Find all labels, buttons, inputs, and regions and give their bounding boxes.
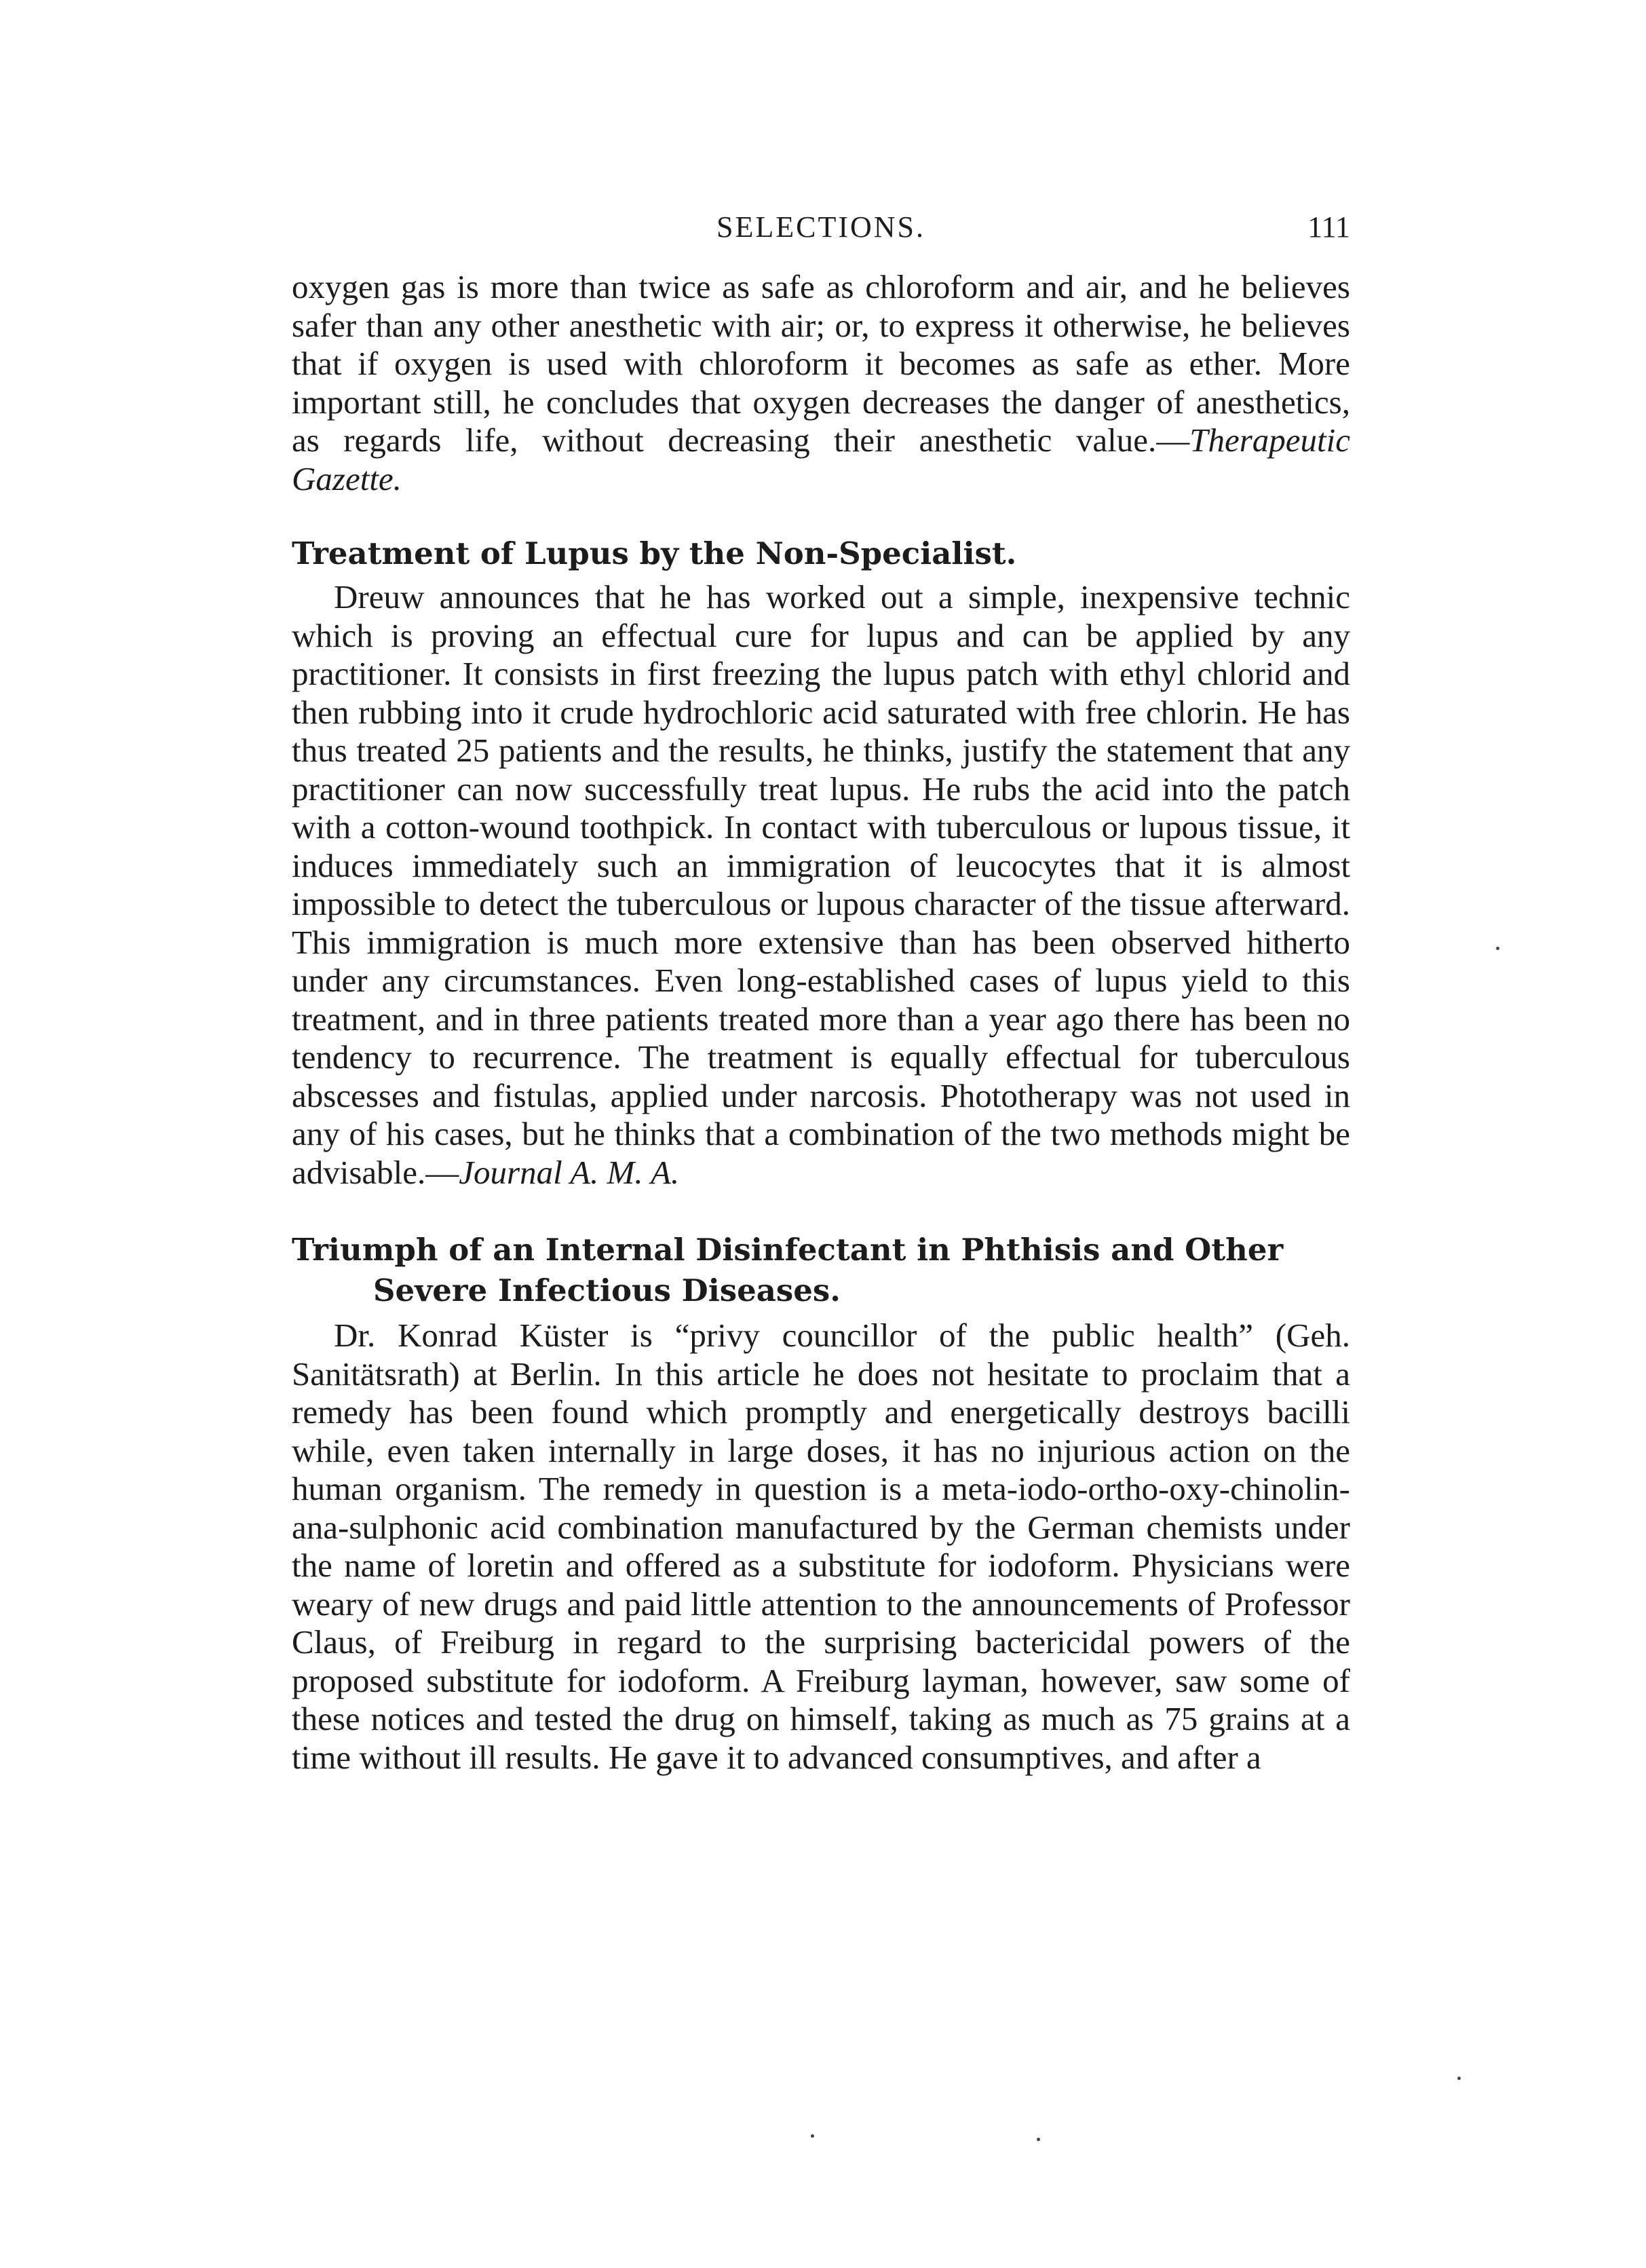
text-column (292, 268, 1350, 1777)
continuation-paragraph (292, 268, 1350, 498)
page-number: 111 (1307, 210, 1350, 244)
print-speck (1457, 2077, 1461, 2080)
print-speck (1037, 2138, 1040, 2141)
triumph-text: Dr. Konrad Küster is “privy councillor of the public health” (Geh. Sanitätsrath) at Berlin. In this article he does not hesitate to proclaim that a remedy has been found which promptly and energetically destroys bacilli while, even taken internally in large doses, it has no injurious action on the human organism. The remedy in question is a meta-iodo-ortho-oxy-chinolin-ana-sulphonic acid combination manufactured by the German chemists under the name of loretin and offered as a substitute for iodoform. Physicians were weary of new drugs and paid little attention to the announcements of Professor Claus, of Freiburg in regard to the surprising bactericidal powers of the proposed substitute for iodoform. A Freiburg layman, however, saw some of these notices and tested the drug on himself, taking as much as 75 grains at a time without ill results. He gave it to advanced consumptives, and after a (292, 1317, 1350, 1776)
lupus-text: Dreuw announces that he has worked out a simple, inexpensive technic which is proving an effectual cure for lupus and can be applied by any practitioner. It consists in first freezing the lupus patch with ethyl chlorid and then rubbing into it crude hydrochloric acid saturated with free chlorin. He has thus treated 25 patients and the results, he thinks, justify the statement that any practitioner can now successfully treat lupus. He rubs the acid into the patch with a cotton-wound toothpick. In contact with tuberculous or lupous tissue, it induces immediately such an immigration of leucocytes that it is almost impossible to detect the tuberculous or lupous character of the tissue afterward. This immigration is much more extensive than has been observed hitherto under any circumstances. Even long-established cases of lupus yield to this treatment, and in three patients treated more than a year ago there has been no tendency to recurrence. The treatment is equally effectual for tuberculous abscesses and fistulas, applied under narcosis. Phototherapy was not used in any of his cases, but he thinks that a combination of the two methods might be advisable.— (292, 578, 1350, 1191)
triumph-paragraph (292, 1317, 1350, 1777)
triumph-heading: Triumph of an Internal Disinfectant in Phthisis and Other Severe Infectious Diseases. (292, 1232, 1284, 1308)
lupus-paragraph (292, 578, 1350, 1192)
running-title: SELECTIONS. (716, 210, 925, 244)
print-speck (1496, 947, 1499, 950)
running-head (292, 204, 1350, 251)
lupus-heading: Treatment of Lupus by the Non-Specialist. (292, 535, 1017, 571)
print-speck (811, 2134, 814, 2138)
lupus-citation: Journal A. M. A. (459, 1153, 680, 1191)
continuation-text: oxygen gas is more than twice as safe as chloroform and air, and he believes safer than any other anesthetic with air; or, to express it otherwise, he believes that if oxygen is used with chloroform it becomes as safe as ether. More important still, he concludes that oxygen decreases the danger of anesthetics, as regards life, without decreasing their anesthetic value.— (292, 268, 1350, 459)
continuation-citation: Therapeutic Gazette. (292, 421, 1350, 497)
